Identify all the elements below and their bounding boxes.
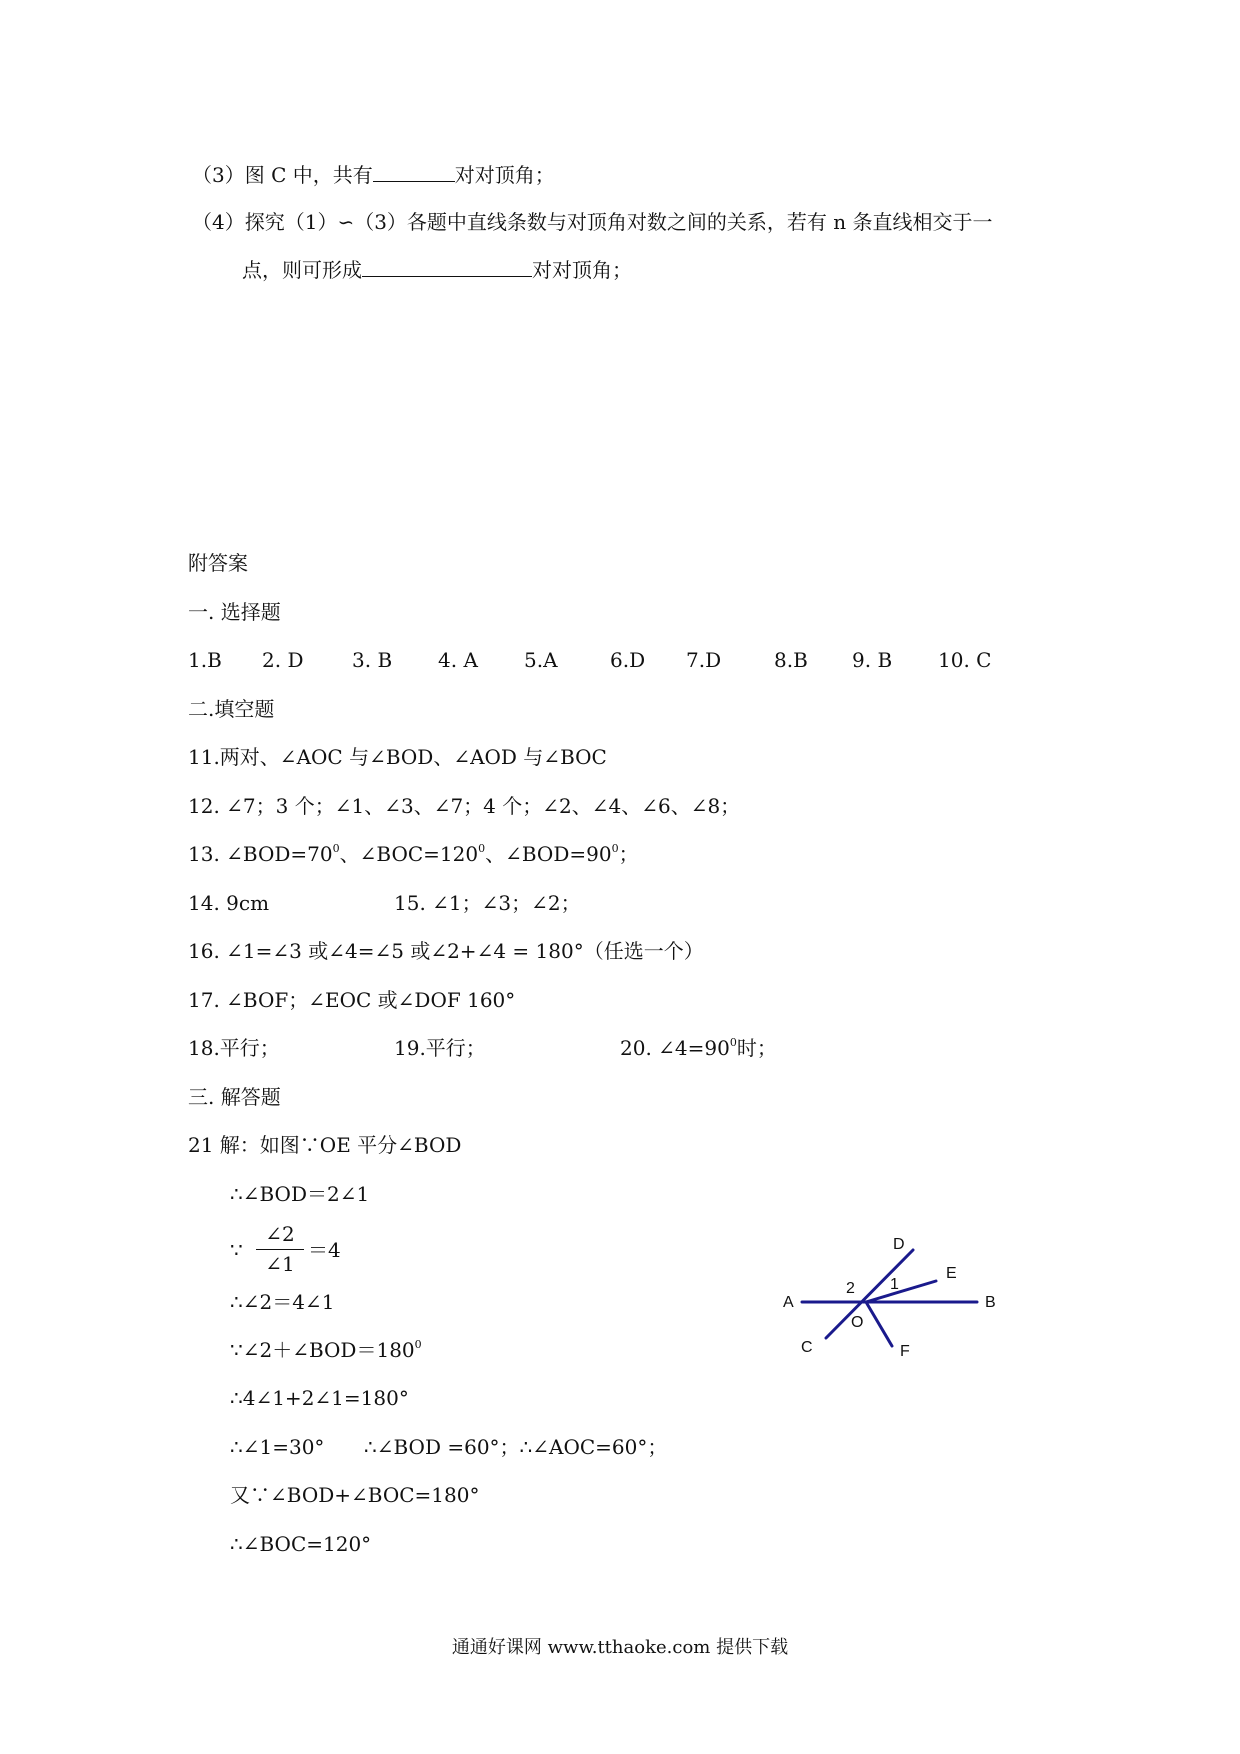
a13-part: 、∠BOC=120 [339, 842, 479, 866]
ray-OE [866, 1281, 936, 1302]
label-C: C [801, 1339, 813, 1356]
choice-answer: 3. B [352, 648, 393, 672]
label-angle-2: 2 [846, 1280, 855, 1297]
solution-line: ∴∠2＝4∠1 [230, 1290, 335, 1314]
fraction-numerator: ∠2 [265, 1222, 295, 1246]
question-4-line1: （4）探究（1）∽（3）各题中直线条数与对顶角对数之间的关系，若有 n 条直线相交于一 [192, 210, 993, 234]
because-symbol: ∵ [230, 1238, 243, 1262]
answer-11: 11.两对、∠AOC 与∠BOD、∠AOD 与∠BOC [188, 745, 607, 769]
choice-answer: 10. C [938, 648, 992, 672]
choice-answer: 7.D [686, 648, 722, 672]
label-A: A [783, 1294, 794, 1311]
section-solution-title: 三. 解答题 [188, 1085, 281, 1109]
solution-line: ∴∠BOC=120° [230, 1532, 372, 1556]
answer-19: 19.平行； [394, 1036, 486, 1060]
choice-answer: 6.D [610, 648, 646, 672]
solution-line: ∴∠BOD＝2∠1 [230, 1182, 370, 1206]
degree-mark: 0 [414, 1338, 422, 1351]
section-choice-title: 一. 选择题 [188, 600, 281, 624]
q3-suffix: 对对顶角； [454, 163, 555, 187]
solution-line: ∴∠1=30° [230, 1435, 325, 1459]
a13-part: 、∠BOD=90 [485, 842, 612, 866]
degree-mark: 0 [478, 842, 486, 855]
label-O: O [851, 1314, 864, 1331]
answer-12: 12. ∠7；3 个；∠1、∠3、∠7；4 个；∠2、∠4、∠6、∠8； [188, 794, 741, 818]
page-footer: 通通好课网 www.tthaoke.com 提供下载 [451, 1637, 789, 1658]
answer-15: 15. ∠1；∠3；∠2； [394, 891, 581, 915]
degree-mark: 0 [611, 842, 619, 855]
answer-16: 16. ∠1=∠3 或∠4=∠5 或∠2+∠4 = 180°（任选一个） [188, 939, 704, 963]
choice-answer: 1.B [188, 648, 222, 672]
answer-14: 14. 9cm [188, 891, 270, 915]
q4-suffix: 对对顶角； [532, 258, 632, 282]
choice-answer: 9. B [852, 648, 893, 672]
a20-part: 20. ∠4=90 [620, 1036, 730, 1060]
line-CD [826, 1250, 913, 1338]
label-F: F [900, 1343, 910, 1360]
label-E: E [946, 1265, 957, 1282]
solution-line: 21 解：如图∵OE 平分∠BOD [188, 1133, 462, 1157]
a13-part: ； [618, 842, 639, 866]
solution-text: ∵∠2＋∠BOD＝180 [230, 1338, 415, 1362]
label-angle-1: 1 [890, 1276, 899, 1293]
ray-OF [866, 1302, 892, 1346]
solution-line: 又∵∠BOD+∠BOC=180° [230, 1483, 480, 1507]
choice-answer: 5.A [524, 648, 558, 672]
q3-prefix: （3）图 C 中，共有 [192, 163, 373, 187]
answer-17: 17. ∠BOF；∠EOC 或∠DOF 160° [188, 988, 516, 1012]
choice-answer: 4. A [438, 648, 478, 672]
fraction-denominator: ∠1 [265, 1252, 295, 1276]
solution-line: ∴4∠1+2∠1=180° [230, 1386, 409, 1410]
degree-mark: 0 [332, 842, 340, 855]
degree-mark: 0 [729, 1036, 737, 1049]
label-D: D [893, 1236, 905, 1253]
solution-line: ∴∠BOD =60°；∴∠AOC=60°； [364, 1435, 668, 1459]
label-B: B [985, 1294, 996, 1311]
a20-part: 时； [736, 1036, 777, 1060]
q4-prefix: 点，则可形成 [242, 258, 362, 282]
fraction-equals: ＝4 [308, 1238, 341, 1262]
choice-answer: 2. D [262, 648, 304, 672]
a13-part: 13. ∠BOD=70 [188, 842, 333, 866]
answer-18: 18.平行； [188, 1036, 280, 1060]
answers-title: 附答案 [188, 551, 248, 575]
choice-answer: 8.B [774, 648, 808, 672]
section-fill-title: 二.填空题 [188, 697, 275, 721]
